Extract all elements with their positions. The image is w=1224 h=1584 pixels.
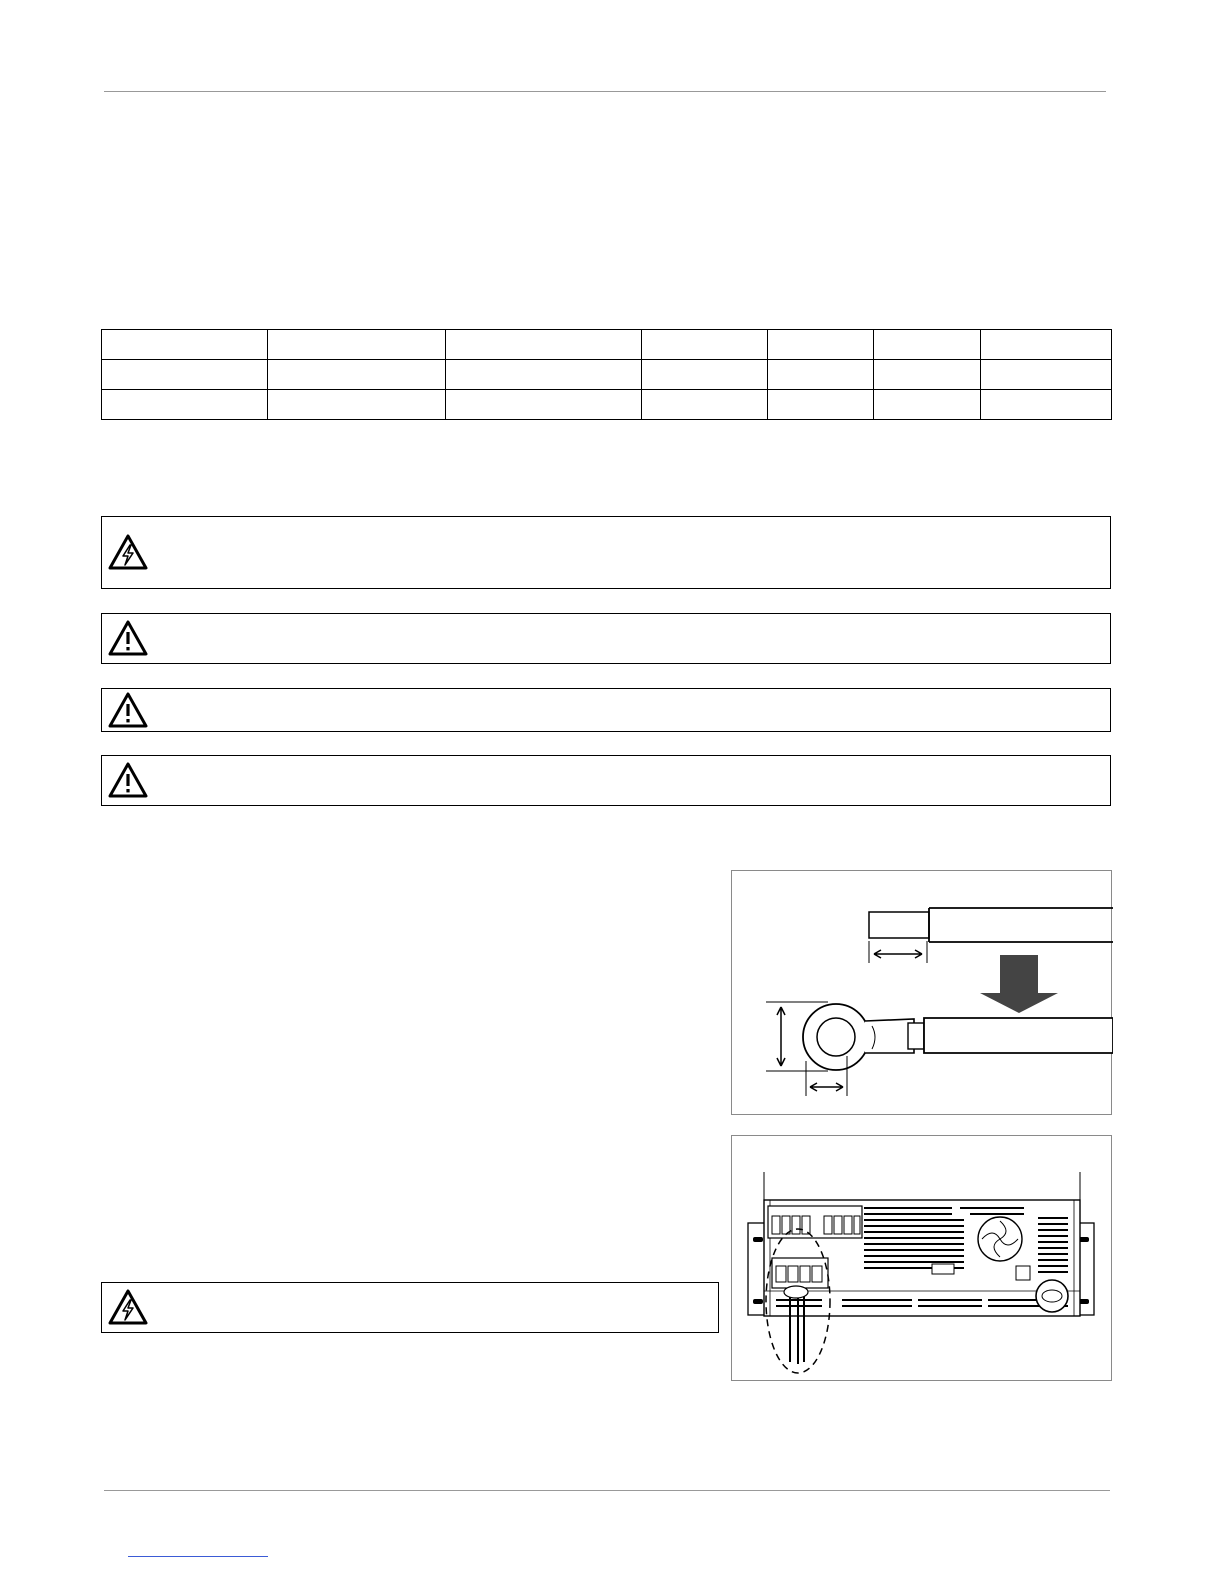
table-cell <box>642 330 768 360</box>
table-cell <box>874 360 981 390</box>
table-cell <box>642 390 768 420</box>
table-row <box>102 390 1112 420</box>
double-arrow-icon <box>810 1083 843 1091</box>
table-cell <box>874 390 981 420</box>
high-voltage-warning-box <box>101 1282 719 1333</box>
table-cell <box>768 390 874 420</box>
wire-insulation <box>929 908 1113 942</box>
crimped-wire <box>924 1018 1113 1053</box>
high-voltage-icon <box>108 534 148 570</box>
table-cell <box>446 390 642 420</box>
table-cell <box>102 390 268 420</box>
table-cell <box>102 330 268 360</box>
table-cell <box>768 330 874 360</box>
table-cell <box>642 360 768 390</box>
caution-icon <box>108 762 148 798</box>
footer-link-underline <box>128 1556 268 1557</box>
caution-icon <box>108 692 148 728</box>
table-cell <box>446 360 642 390</box>
down-arrow-icon <box>980 955 1058 1013</box>
high-voltage-warning-box <box>101 516 1111 589</box>
caution-box <box>101 688 1111 732</box>
rear-panel-wiring-figure <box>731 1135 1112 1381</box>
table-cell <box>268 360 446 390</box>
caution-icon <box>108 620 148 656</box>
table-cell <box>874 330 981 360</box>
rear-panel-illustration <box>732 1136 1113 1382</box>
table-cell <box>981 390 1112 420</box>
table-cell <box>981 360 1112 390</box>
caution-box <box>101 613 1111 664</box>
ring-terminal-illustration <box>732 871 1113 1116</box>
ring-terminal-hole <box>817 1018 855 1056</box>
spec-table <box>101 329 1112 420</box>
table-cell <box>102 360 268 390</box>
footer-rule <box>104 1490 1110 1491</box>
table-cell <box>268 390 446 420</box>
double-arrow-icon <box>777 1007 785 1066</box>
table-row <box>102 360 1112 390</box>
caution-box <box>101 755 1111 806</box>
table-cell <box>768 360 874 390</box>
header-rule <box>104 91 1106 92</box>
table-row <box>102 330 1112 360</box>
table-cell <box>981 330 1112 360</box>
stripped-conductor <box>869 912 929 938</box>
high-voltage-icon <box>108 1289 148 1325</box>
double-arrow-icon <box>874 950 922 958</box>
table-cell <box>446 330 642 360</box>
ring-terminal-crimp-figure <box>731 870 1112 1115</box>
crimp-sleeve <box>908 1023 924 1049</box>
table-cell <box>268 330 446 360</box>
